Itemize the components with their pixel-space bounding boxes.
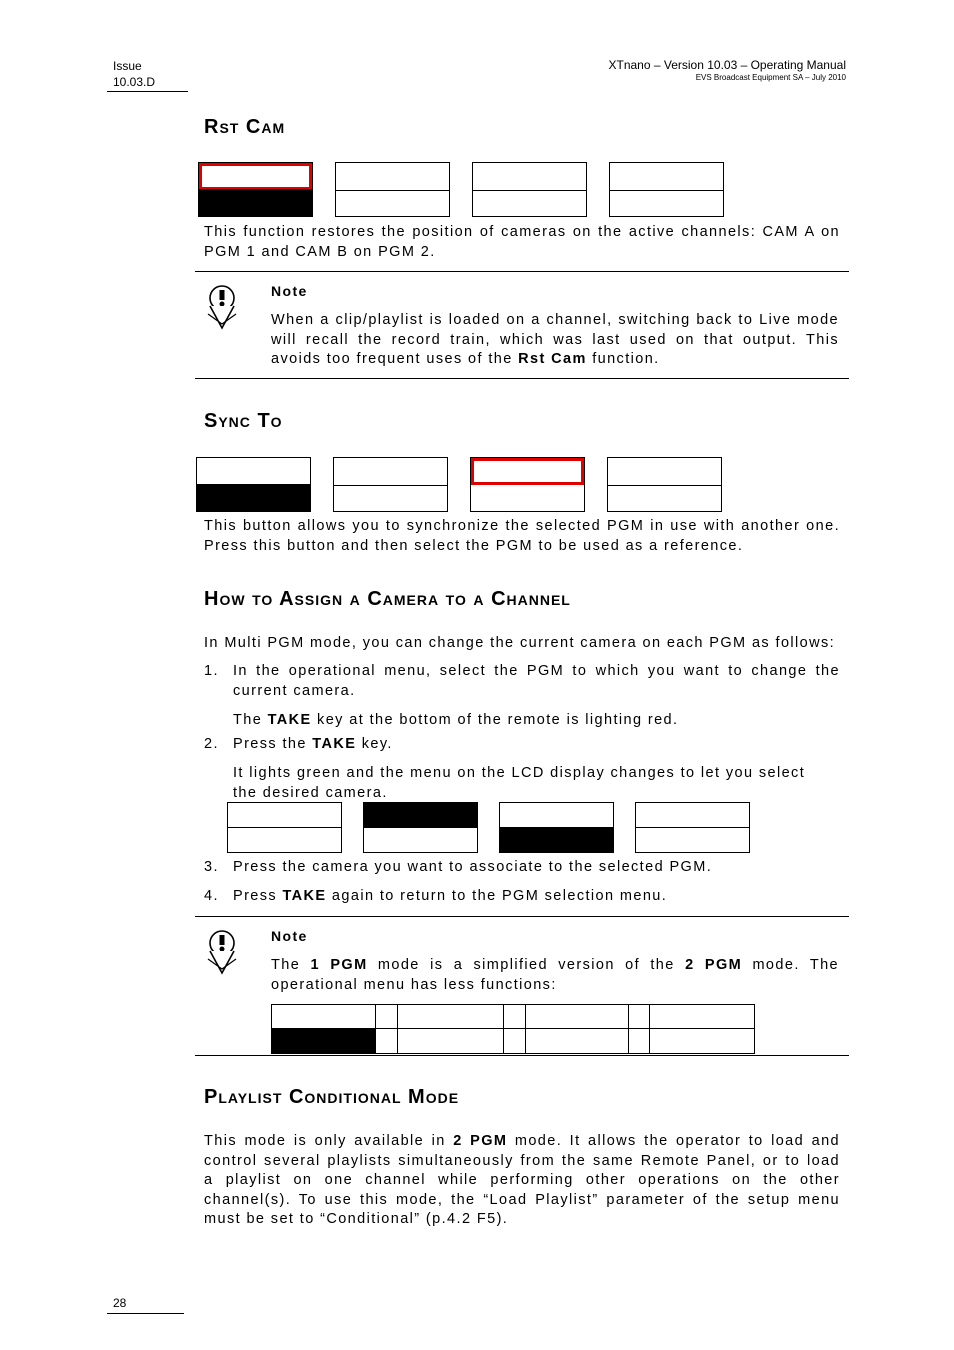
diagram-filled-cell <box>272 1029 375 1054</box>
note-text <box>271 311 839 370</box>
lcd-key-4 <box>607 457 722 512</box>
header-issue <box>113 58 155 90</box>
diagram-divider <box>375 1005 376 1053</box>
section-title-assign-camera: How to Assign a Camera to a Channel <box>204 588 571 610</box>
text-part: key at the bottom of the remote is lighting red. <box>311 712 679 728</box>
key-top <box>336 163 449 191</box>
take-key-bold: TAKE <box>267 712 312 728</box>
key-top-highlight <box>471 458 584 485</box>
manual-subtitle: EVS Broadcast Equipment SA – July 2010 <box>695 73 846 82</box>
text-part: mode is a simplified version of the <box>367 957 686 973</box>
key-top <box>473 163 586 191</box>
note-text-part: function. <box>586 351 660 367</box>
diagram-divider <box>397 1005 398 1053</box>
step-1-sub <box>233 711 840 731</box>
key-top <box>636 803 749 828</box>
key-bottom-filled <box>500 827 613 852</box>
section-title-rst-cam: Rst Cam <box>204 116 286 138</box>
text-part: Press <box>233 888 283 904</box>
lcd-key-3 <box>472 162 587 217</box>
lcd-key-3 <box>499 802 614 853</box>
note-label: Note <box>271 283 308 299</box>
note-label: Note <box>271 928 308 944</box>
key-top <box>228 803 341 828</box>
playlist-body <box>204 1132 840 1230</box>
step-text: In the operational menu, select the PGM to which you want to change the current camera. <box>233 663 840 699</box>
note-icon <box>204 929 240 975</box>
rst-cam-body: This function restores the position of cameras on the active channels: CAM A on PGM 1 and CAM B on PGM 2. <box>204 224 840 260</box>
key-top-highlight <box>199 163 312 190</box>
issue-label: Issue <box>113 59 142 73</box>
step-text: Press the camera you want to associate to the selected PGM. <box>233 859 713 875</box>
lcd-key-4 <box>635 802 750 853</box>
issue-number: 10.03.D <box>113 75 156 89</box>
take-key-bold: TAKE <box>282 888 327 904</box>
one-pgm-menu-diagram <box>271 1004 755 1054</box>
text-part: mode. It allows the operator to load and control several playlists simultaneously from the same Remote Panel, or to load a playlist on one channel while performing other operations on the other channel(s). To use this mode, the “Load Playlist” parameter of the setup menu must be set to “Conditional” (p.4.2 F5). <box>204 1133 840 1227</box>
assign-intro: In Multi PGM mode, you can change the current camera on each PGM as follows: <box>204 635 836 651</box>
note-icon <box>204 284 240 330</box>
sync-to-body: This button allows you to synchronize the selected PGM in use with another one. Press this button and then select the PGM to be used as a reference. <box>204 518 840 554</box>
bold-1pgm: 1 PGM <box>310 957 368 973</box>
key-bottom <box>334 484 447 511</box>
key-top <box>500 803 613 828</box>
key-bottom <box>636 827 749 852</box>
text-part: mode. The operational menu has less functions: <box>271 957 840 993</box>
diagram-divider <box>503 1005 504 1053</box>
key-bottom <box>608 484 721 511</box>
bold-2pgm: 2 PGM <box>453 1133 508 1149</box>
step-4 <box>204 887 840 907</box>
step-number: 1. <box>204 663 219 679</box>
key-bottom <box>336 189 449 216</box>
note-text-part: When a clip/playlist is loaded on a channel, switching back to Live mode will recall the record train, which was last used on that output. This avoids too frequent uses of the <box>271 312 839 367</box>
key-bottom <box>473 189 586 216</box>
step-number: 3. <box>204 859 219 875</box>
step-3 <box>204 858 840 878</box>
footer-rule <box>107 1313 184 1314</box>
camera-select-keys <box>227 802 750 853</box>
key-bottom <box>364 827 477 852</box>
key-top-filled <box>364 803 477 828</box>
diagram-divider <box>649 1005 650 1053</box>
text-part: The <box>271 957 311 973</box>
lcd-key-3 <box>470 457 585 512</box>
lcd-key-1 <box>227 802 342 853</box>
lcd-key-2 <box>333 457 448 512</box>
lcd-key-2 <box>335 162 450 217</box>
key-top <box>608 458 721 486</box>
note-box-rst-cam <box>195 271 849 379</box>
lcd-key-1 <box>196 457 311 512</box>
diagram-divider <box>525 1005 526 1053</box>
key-bottom <box>471 484 584 511</box>
text-part: key. <box>356 736 393 752</box>
lcd-key-2 <box>363 802 478 853</box>
key-top <box>610 163 723 191</box>
lcd-key-4 <box>609 162 724 217</box>
step-1 <box>204 662 840 701</box>
page-number: 28 <box>113 1296 127 1310</box>
text-part: Press the <box>233 736 313 752</box>
step-2-sub: It lights green and the menu on the LCD display changes to let you select the desired camera. <box>233 765 806 801</box>
sync-to-keys <box>196 457 722 512</box>
header-rule <box>107 91 188 92</box>
key-top <box>334 458 447 486</box>
take-key-bold: TAKE <box>312 736 357 752</box>
key-bottom-filled <box>199 189 312 216</box>
text-part: This mode is only available in <box>204 1133 454 1149</box>
note-box-assign <box>195 916 849 1056</box>
note-text-bold: Rst Cam <box>518 351 587 367</box>
rst-cam-keys <box>198 162 724 217</box>
lcd-key-1 <box>198 162 313 217</box>
key-bottom <box>610 189 723 216</box>
note-text <box>271 956 839 995</box>
text-part: The <box>233 712 268 728</box>
header-title-block <box>609 58 847 83</box>
text-part: again to return to the PGM selection menu. <box>326 888 668 904</box>
section-title-sync-to: Sync To <box>204 410 283 432</box>
key-top <box>197 458 310 486</box>
bold-2pgm: 2 PGM <box>685 957 743 973</box>
section-title-playlist-conditional: Playlist Conditional Mode <box>204 1086 460 1108</box>
manual-title: XTnano – Version 10.03 – Operating Manual <box>608 58 846 72</box>
diagram-divider <box>628 1005 629 1053</box>
key-bottom-filled <box>197 484 310 511</box>
step-number: 2. <box>204 736 219 752</box>
step-number: 4. <box>204 888 219 904</box>
key-bottom <box>228 827 341 852</box>
step-2 <box>204 735 840 755</box>
